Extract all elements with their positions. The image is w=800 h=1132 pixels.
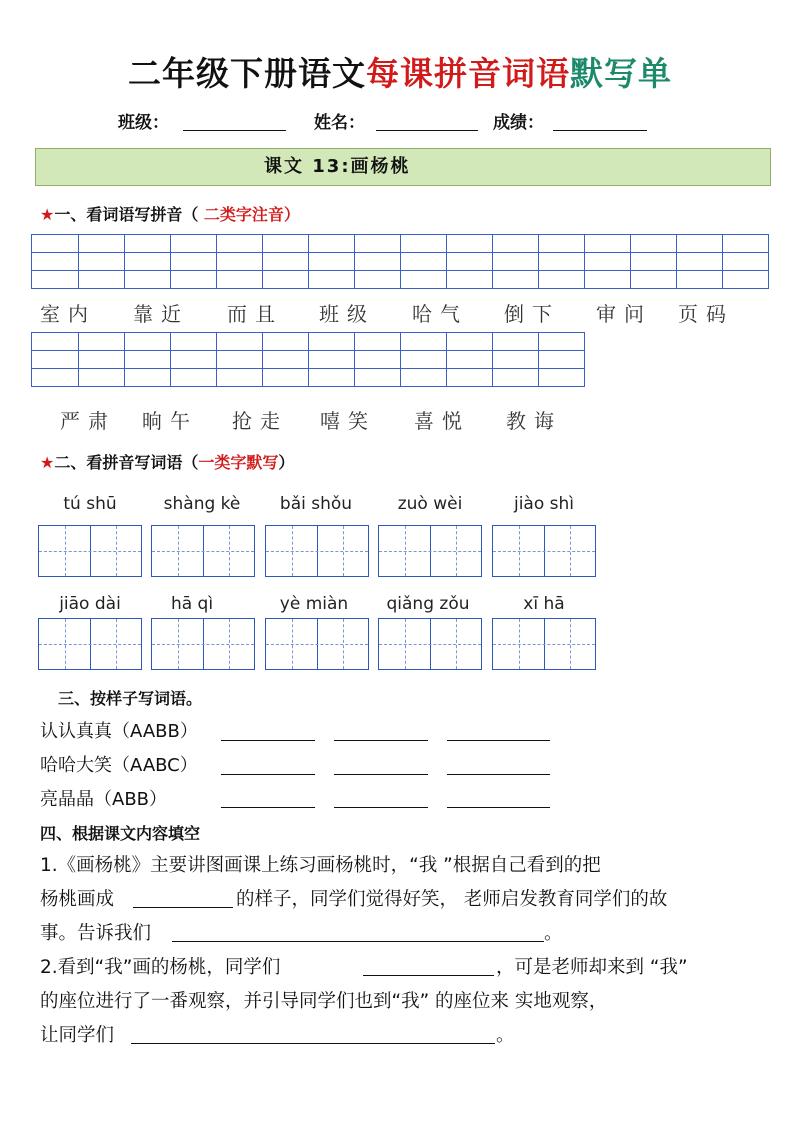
- star-icon: ★: [40, 205, 55, 224]
- word-6: 倒下: [504, 302, 560, 326]
- fill-blank[interactable]: [172, 941, 544, 942]
- section2-end: ）: [278, 453, 295, 472]
- lesson-title: 课文 13:画杨桃: [264, 156, 411, 177]
- section1-title: 一、看词语写拼音（: [54, 205, 199, 224]
- word-10: 晌午: [142, 409, 198, 433]
- pinyin-label: xī hā: [523, 594, 565, 614]
- pinyin-label: qiǎng zǒu: [386, 594, 470, 614]
- writing-box[interactable]: [38, 525, 142, 577]
- title-part2: 每课拼音词语: [366, 54, 570, 93]
- answer-blank[interactable]: [221, 774, 315, 775]
- word-3: 而且: [227, 302, 283, 326]
- word-9: 严肃: [60, 409, 116, 433]
- answer-blank[interactable]: [447, 807, 550, 808]
- title-part1: 二年级下册语文: [128, 54, 366, 93]
- name-blank[interactable]: [376, 130, 478, 131]
- word-5: 哈气: [412, 302, 468, 326]
- pattern-example-2: 哈哈大笑（AABC）: [40, 755, 198, 776]
- pinyin-grid-row2[interactable]: [31, 332, 585, 387]
- writing-box[interactable]: [492, 618, 596, 670]
- section3-heading: 三、按样子写词语。: [58, 689, 203, 708]
- pinyin-label: jiào shì: [513, 494, 575, 514]
- writing-box[interactable]: [378, 618, 482, 670]
- section1-heading: [40, 202, 300, 225]
- writing-box[interactable]: [492, 525, 596, 577]
- pinyin-label: yè miàn: [279, 594, 349, 614]
- title-part3: 默写单: [570, 54, 672, 93]
- answer-blank[interactable]: [334, 774, 428, 775]
- q1-line1: 1.《画杨桃》主要讲图画课上练习画杨桃时，“我 ”根据自己看到的把: [40, 855, 601, 876]
- answer-blank[interactable]: [221, 740, 315, 741]
- q1-line2a: 杨桃画成: [40, 889, 115, 910]
- section1-sub: 二类字注音）: [198, 205, 300, 224]
- q2-line3b: 。: [496, 1025, 515, 1046]
- writing-box[interactable]: [378, 525, 482, 577]
- fill-blank[interactable]: [133, 907, 233, 908]
- pattern-example-3: 亮晶晶（ABB）: [40, 789, 168, 810]
- writing-box[interactable]: [151, 618, 255, 670]
- pinyin-grid-row1[interactable]: [31, 234, 769, 289]
- name-label: 姓名：: [314, 113, 365, 133]
- q2-line1b: ，可是老师却来到 “我”: [496, 957, 688, 978]
- section2-heading: [40, 450, 294, 473]
- word-2: 靠近: [133, 302, 189, 326]
- score-blank[interactable]: [553, 130, 647, 131]
- answer-blank[interactable]: [447, 740, 550, 741]
- q1-line2b: 的样子，同学们觉得好笑， 老师启发教育同学们的故: [236, 889, 668, 910]
- q1-line3b: 。: [544, 923, 563, 944]
- section2-sub: 一类字默写: [198, 453, 279, 472]
- word-7: 审问: [596, 302, 652, 326]
- writing-box[interactable]: [151, 525, 255, 577]
- class-label: 班级：: [118, 113, 169, 133]
- writing-box[interactable]: [265, 525, 369, 577]
- pinyin-label: hā qì: [170, 594, 214, 614]
- student-info: [0, 108, 800, 138]
- pattern-example-1: 认认真真（AABB）: [40, 721, 198, 742]
- pinyin-label: tú shū: [63, 494, 117, 514]
- word-13: 喜悦: [414, 409, 470, 433]
- word-4: 班级: [319, 302, 375, 326]
- page-title: [0, 48, 800, 95]
- writing-box[interactable]: [265, 618, 369, 670]
- writing-box[interactable]: [38, 618, 142, 670]
- score-label: 成绩：: [493, 113, 544, 133]
- answer-blank[interactable]: [447, 774, 550, 775]
- answer-blank[interactable]: [334, 807, 428, 808]
- q1-line3a: 事。告诉我们: [40, 923, 152, 944]
- lesson-banner: [35, 148, 771, 186]
- section2-title: 二、看拼音写词语（: [54, 453, 199, 472]
- pinyin-label: zuò wèi: [397, 494, 463, 514]
- pinyin-label: bǎi shǒu: [279, 494, 353, 514]
- word-11: 抢走: [232, 409, 288, 433]
- star-icon: ★: [40, 453, 55, 472]
- answer-blank[interactable]: [221, 807, 315, 808]
- class-blank[interactable]: [183, 130, 286, 131]
- word-8: 页码: [678, 302, 734, 326]
- pinyin-label: shàng kè: [163, 494, 241, 514]
- q2-line1a: 2.看到“我”画的杨桃，同学们: [40, 957, 281, 978]
- word-1: 室内: [40, 302, 96, 326]
- pinyin-label: jiāo dài: [59, 594, 121, 614]
- word-14: 教诲: [506, 409, 562, 433]
- answer-blank[interactable]: [334, 740, 428, 741]
- q2-line2: 的座位进行了一番观察，并引导同学们也到“我” 的座位来 实地观察，: [40, 991, 608, 1012]
- section4-heading: 四、根据课文内容填空: [40, 824, 201, 843]
- word-12: 嘻笑: [320, 409, 376, 433]
- fill-blank[interactable]: [131, 1043, 495, 1044]
- fill-blank[interactable]: [363, 975, 494, 976]
- q2-line3a: 让同学们: [40, 1025, 115, 1046]
